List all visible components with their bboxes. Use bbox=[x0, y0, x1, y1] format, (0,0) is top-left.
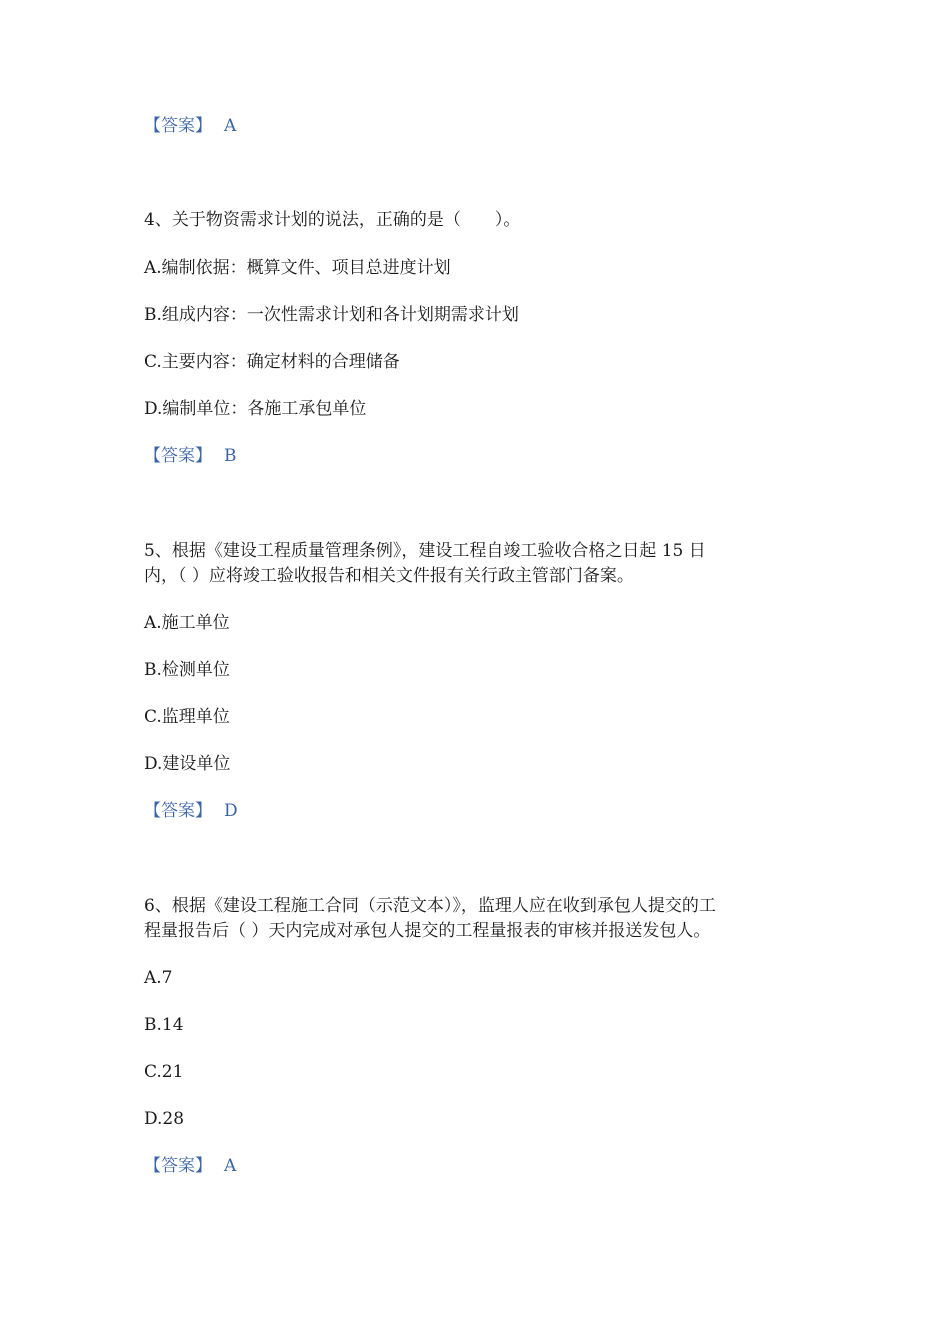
question-4-option-a: A.编制依据：概算文件、项目总进度计划 bbox=[144, 258, 451, 278]
question-6-text-line1: 6、根据《建设工程施工合同（示范文本）》，监理人应在收到承包人提交的工 bbox=[144, 896, 716, 916]
question-5-text-line2: 内，（ ）应将竣工验收报告和相关文件报有关行政主管部门备案。 bbox=[144, 566, 634, 586]
question-5-option-c: C.监理单位 bbox=[144, 707, 230, 727]
question-5-text-line1: 5、根据《建设工程质量管理条例》，建设工程自竣工验收合格之日起 15 日 bbox=[144, 541, 706, 561]
question-6-option-d: D.28 bbox=[144, 1109, 185, 1129]
answer-value: A bbox=[224, 1156, 237, 1176]
question-6-option-a: A.7 bbox=[144, 968, 173, 988]
question-4-option-c: C.主要内容：确定材料的合理储备 bbox=[144, 352, 400, 372]
answer-label: 【答案】 bbox=[144, 1156, 212, 1176]
question-5-option-a: A.施工单位 bbox=[144, 613, 230, 633]
question-4-text: 4、关于物资需求计划的说法，正确的是（ ）。 bbox=[144, 210, 521, 230]
answer-line-q5 bbox=[144, 799, 238, 823]
question-6-option-b: B.14 bbox=[144, 1015, 184, 1035]
answer-line-prev bbox=[144, 114, 236, 138]
question-6-option-c: C.21 bbox=[144, 1062, 184, 1082]
answer-line-q4 bbox=[144, 444, 237, 468]
answer-label: 【答案】 bbox=[144, 116, 212, 136]
answer-line-q6 bbox=[144, 1154, 236, 1178]
answer-label: 【答案】 bbox=[144, 446, 212, 466]
question-4-option-b: B.组成内容：一次性需求计划和各计划期需求计划 bbox=[144, 305, 519, 325]
answer-label: 【答案】 bbox=[144, 801, 212, 821]
question-5-option-b: B.检测单位 bbox=[144, 660, 230, 680]
question-6-text-line2: 程量报告后（ ）天内完成对承包人提交的工程量报表的审核并报送发包人。 bbox=[144, 921, 711, 941]
answer-value: B bbox=[224, 446, 237, 466]
answer-value: A bbox=[224, 116, 237, 136]
question-5-option-d: D.建设单位 bbox=[144, 754, 231, 774]
answer-value: D bbox=[224, 801, 238, 821]
question-4-option-d: D.编制单位：各施工承包单位 bbox=[144, 399, 367, 419]
